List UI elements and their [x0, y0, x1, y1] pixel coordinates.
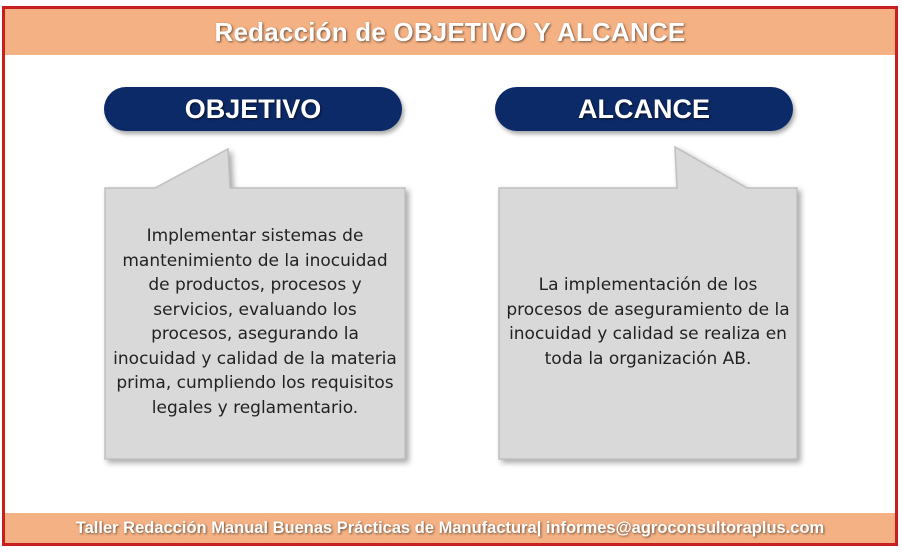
alcance-heading: ALCANCE: [578, 93, 710, 124]
objetivo-heading-pill: [104, 87, 402, 131]
objetivo-callout: [103, 143, 407, 461]
alcance-callout: [497, 143, 799, 461]
objetivo-body: Implementar sistemas de mantenimiento de la inocuidad de productos, procesos y servicios, evaluando los procesos, asegurando la inocuidad y calidad de la materia prima, cumpliendo los requisitos legales y reglamentario.: [113, 226, 397, 418]
objetivo-heading: OBJETIVO: [184, 93, 322, 124]
footer-text: Taller Redacción Manual Buenas Prácticas de Manufactura| informes@agroconsultoraplus.com: [75, 518, 825, 537]
title-bar: [5, 9, 895, 55]
alcance-body: La implementación de los procesos de aseguramiento de la inocuidad y calidad se realiza en toda la organización AB.: [506, 275, 790, 369]
slide-title: Redacción de OBJETIVO Y ALCANCE: [214, 16, 686, 47]
alcance-heading-pill: [495, 87, 793, 131]
footer-bar: [5, 513, 895, 543]
